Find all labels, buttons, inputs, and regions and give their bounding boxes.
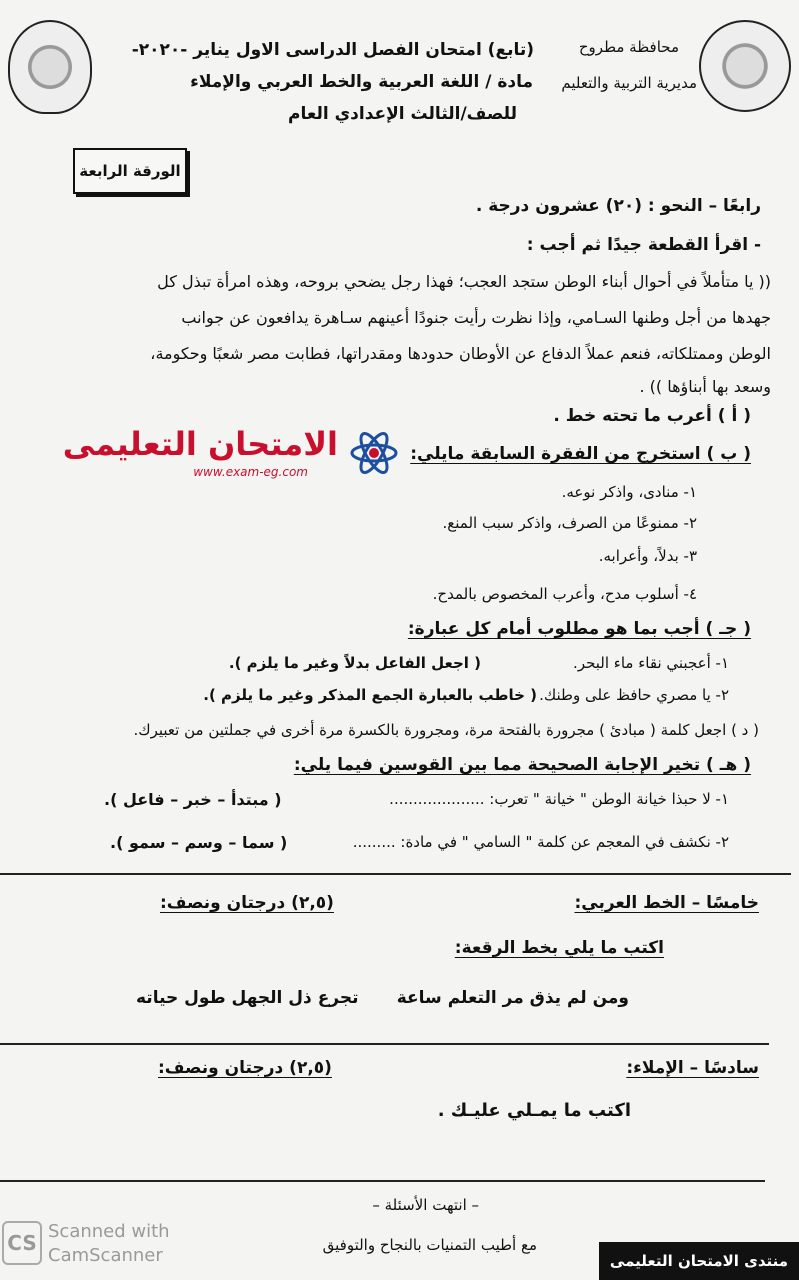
section4-title-text: رابعًا – النحو : (٢٠) عشرون درجة . <box>475 196 761 216</box>
question-a: ( أ ) أعرب ما تحته خط . <box>553 406 751 426</box>
verse-right: ومن لم يذق مر التعلم ساعة <box>396 988 629 1008</box>
q-e-item-1-text: ١- لا حبذا خيانة الوطن " خيانة " تعرب: .................... <box>389 790 729 808</box>
passage-line-4: وسعد بها أبناؤها )) . <box>639 377 771 396</box>
section4-instruction: - اقرأ القطعة جيدًا ثم أجب : <box>526 235 761 255</box>
camscanner-line-2: CamScanner <box>48 1245 163 1266</box>
question-d: ( د ) اجعل كلمة ( مبادئ ) مجرورة بالفتحة مرة، ومجرورة بالكسرة مرة أخرى في جملتين من تعبيرك. <box>133 721 759 739</box>
watermark-title: الامتحان التعليمى <box>62 425 338 463</box>
footer-wishes: مع أطيب التمنيات بالنجاح والتوفيق <box>322 1236 537 1254</box>
governorate-name: محافظة مطروح <box>578 38 679 56</box>
question-b: ( ب ) استخرج من الفقرة السابقة مايلي: <box>410 444 751 464</box>
section-divider-1 <box>0 873 791 875</box>
exam-subject: مادة / اللغة العربية والخط العربي والإملاء <box>190 72 533 92</box>
section5-marks: (٢,٥) درجتان ونصف: <box>160 893 334 913</box>
section6-title: سادسًا – الإملاء: <box>626 1058 759 1078</box>
footer-end-text: – انتهت الأسئلة – <box>372 1196 479 1214</box>
verse-left: تجرع ذل الجهل طول حياته <box>136 988 359 1008</box>
directorate-seal-image <box>699 20 791 112</box>
q-b-item-2: ٢- ممنوعًا من الصرف، واذكر سبب المنع. <box>442 514 697 532</box>
section6-instruction: اكتب ما يمـلي عليـك . <box>437 1100 631 1121</box>
q-e-item-2-text: ٢- نكشف في المعجم عن كلمة " السامي " في مادة: ......... <box>352 833 729 851</box>
passage-line-2: جهدها من أجل وطنها السـامي، وإذا نظرت رأيت جنودًا أعينهم سـاهرة يدافعون عن جوانب <box>181 308 771 327</box>
section-divider-2 <box>0 1043 769 1045</box>
q-c-item-2-text: ٢- يا مصري حافظ على وطنك. <box>539 686 729 704</box>
camscanner-watermark <box>0 1215 200 1275</box>
q-c-item-1-text: ١- أعجبني نقاء ماء البحر. <box>573 654 729 672</box>
directorate-name: مديرية التربية والتعليم <box>561 74 697 92</box>
section6-marks: (٢,٥) درجتان ونصف: <box>158 1058 332 1078</box>
q-b-item-3: ٣- بدلاً، وأعرابه. <box>598 547 697 565</box>
paper-label-box: الورقة الرابعة <box>73 148 187 194</box>
q-e-item-1-options: ( مبتدأ – خبر – فاعل ). <box>104 790 282 809</box>
forum-badge: منتدى الامتحان التعليمى <box>599 1242 799 1280</box>
camscanner-logo-icon: CS <box>2 1221 42 1265</box>
question-c: ( جـ ) أجب بما هو مطلوب أمام كل عبارة: <box>407 619 751 639</box>
q-c-item-2-task: ( خاطب بالعبارة الجمع المذكر وغير ما يلزم ). <box>203 686 537 704</box>
question-e: ( هـ ) تخير الإجابة الصحيحة مما بين القوسين فيما يلي: <box>293 755 751 775</box>
exam-title: (تابع) امتحان الفصل الدراسى الاول يناير -٢٠٢٠- <box>131 40 534 60</box>
q-b-item-1: ١- منادى، واذكر نوعه. <box>561 483 697 501</box>
passage-line-1: (( يا متأملاً في أحوال أبناء الوطن ستجد العجب؛ فهذا رجل يضحي بروحه، وهذه امرأة تبذل كل <box>157 272 771 291</box>
section4-title <box>0 196 761 216</box>
q-c-item-1-task: ( اجعل الفاعل بدلاً وغير ما يلزم ). <box>228 654 481 672</box>
q-b-item-4: ٤- أسلوب مدح، وأعرب المخصوص بالمدح. <box>432 585 697 603</box>
section5-title: خامسًا – الخط العربي: <box>574 893 759 913</box>
q-e-item-2-options: ( سما – وسم – سمو ). <box>110 833 288 852</box>
section5-instruction: اكتب ما يلي بخط الرقعة: <box>454 938 664 958</box>
footer-divider <box>0 1180 765 1182</box>
camscanner-line-1: Scanned with <box>48 1221 170 1242</box>
governorate-logo-image <box>8 20 92 114</box>
exam-grade: للصف/الثالث الإعدادي العام <box>288 104 517 124</box>
watermark-url: www.exam-eg.com <box>193 465 308 479</box>
passage-line-3: الوطن وممتلكاته، فنعم عملاً الدفاع عن الأوطان حدودها ومقدراتها، فطابت مصر شعبًا وحكومة، <box>150 344 771 363</box>
